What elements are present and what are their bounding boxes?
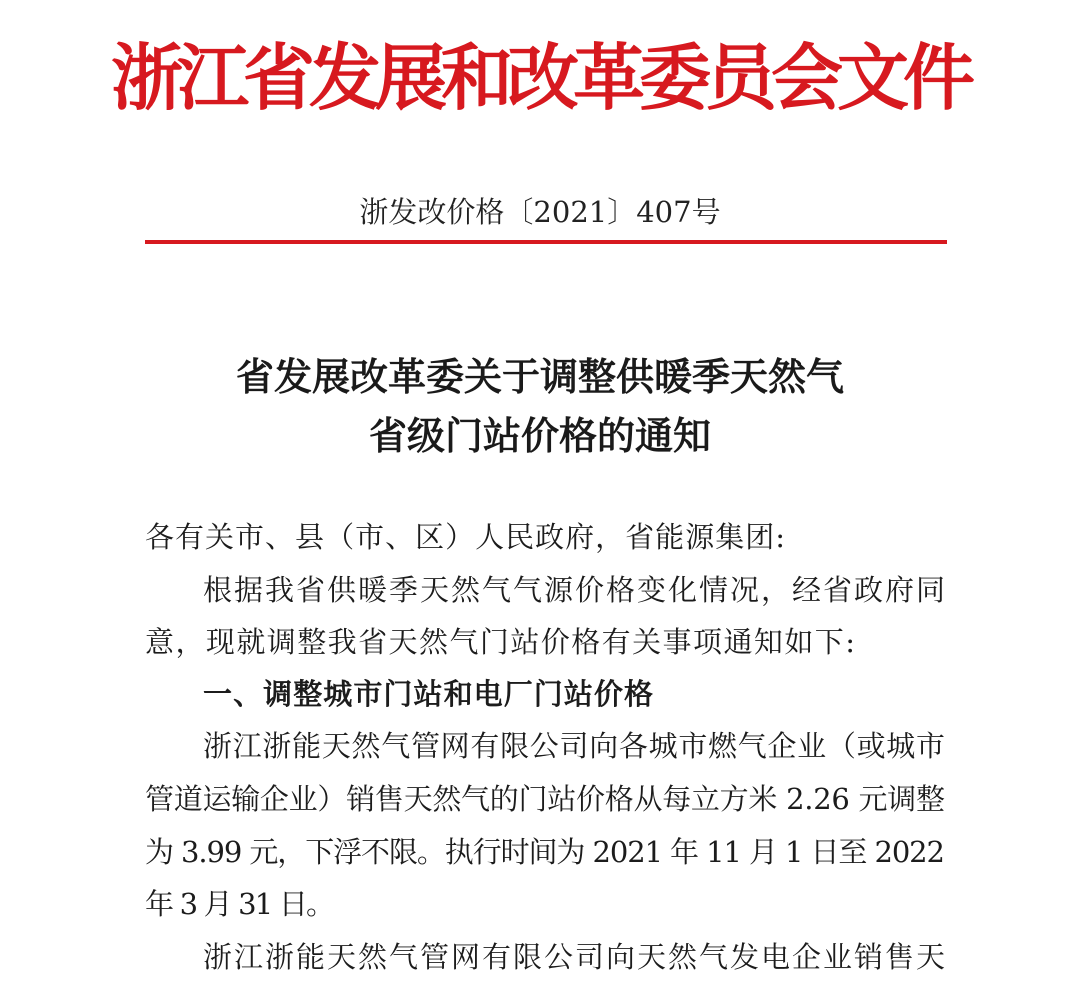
paragraph-2-line-3: 为 3.99 元，下浮不限。执行时间为 2021 年 11 月 1 日至 2022: [145, 835, 944, 869]
paragraph-1-line-1: 根据我省供暖季天然气气源价格变化情况，经省政府同: [203, 573, 947, 607]
paragraph-2-line-2: 管道运输企业）销售天然气的门站价格从每立方米 2.26 元调整: [145, 782, 945, 816]
document-number: 浙发改价格〔2021〕407号: [359, 195, 721, 229]
notice-title-line-2: 省级门站价格的通知: [368, 413, 711, 458]
agency-title: 浙江省发展和改革委员会文件: [110, 35, 969, 120]
paragraph-1-line-2: 意，现就调整我省天然气门站价格有关事项通知如下:: [145, 625, 857, 659]
salutation: 各有关市、县（市、区）人民政府，省能源集团:: [145, 520, 787, 554]
paragraph-2-line-4: 年 3 月 31 日。: [145, 887, 334, 921]
paragraph-3-line-1: 浙江浙能天然气管网有限公司向天然气发电企业销售天: [203, 940, 947, 974]
section-1-heading: 一、调整城市门站和电厂门站价格: [203, 677, 655, 711]
red-divider-line: [145, 240, 947, 244]
paragraph-2-line-1: 浙江浙能天然气管网有限公司向各城市燃气企业（或城市: [203, 729, 946, 763]
notice-title-line-1: 省发展改革委关于调整供暖季天然气: [235, 354, 844, 399]
